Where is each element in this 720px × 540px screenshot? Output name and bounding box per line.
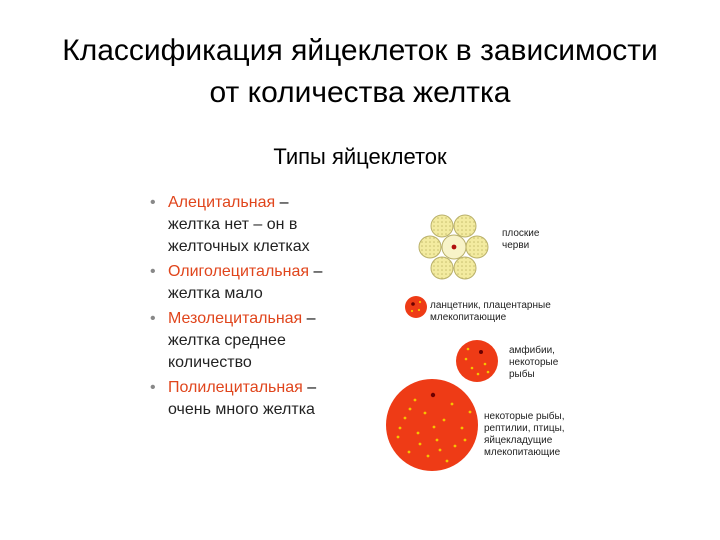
subtitle: Типы яйцеклеток [273,144,447,169]
bullet-icon: • [150,194,156,211]
caption-lancelet-mammals: ланцетник, плацентарные млекопитающие [430,300,551,323]
title-line-1: Классификация яйцеклеток в зависимости [62,34,658,67]
polylecithal-egg-icon [386,379,478,471]
type-name: Олиголецитальная [168,263,310,280]
type-description: очень много желтка [168,401,315,418]
bullet-icon: • [150,310,156,327]
type-name: Полилецитальная [168,379,303,396]
nucleus [452,245,457,250]
caption-flatworms: плоские черви [502,228,540,251]
egg-cell [405,296,427,318]
bullet-icon: • [150,263,156,280]
egg-cell [386,379,478,471]
type-dash: – [309,263,323,280]
type-description: желтка среднее количество [168,332,286,371]
caption-reptiles-birds: некоторые рыбы, рептилии, птицы, яйцекладущие млекопитающие [484,411,565,458]
egg-cell [456,340,498,382]
caption-amphibians: амфибии, некоторые рыбы [509,345,559,380]
type-description: желтка мало [168,285,263,302]
title-line-2: от количества желтка [209,76,511,109]
type-name: Мезолецитальная [168,310,303,327]
bullet-icon: • [150,379,156,396]
nucleus [411,302,415,306]
oligolecithal-egg-icon [405,296,427,318]
type-name: Алецитальная [168,194,276,211]
type-description: желтка нет – он в желточных клетках [168,216,310,255]
alecithal-egg-icon [419,215,488,279]
nucleus [431,393,435,397]
nucleus [479,350,483,354]
type-dash: – [275,194,289,211]
type-dash: – [302,310,316,327]
type-dash: – [302,379,317,396]
mesolecithal-egg-icon [456,340,498,382]
